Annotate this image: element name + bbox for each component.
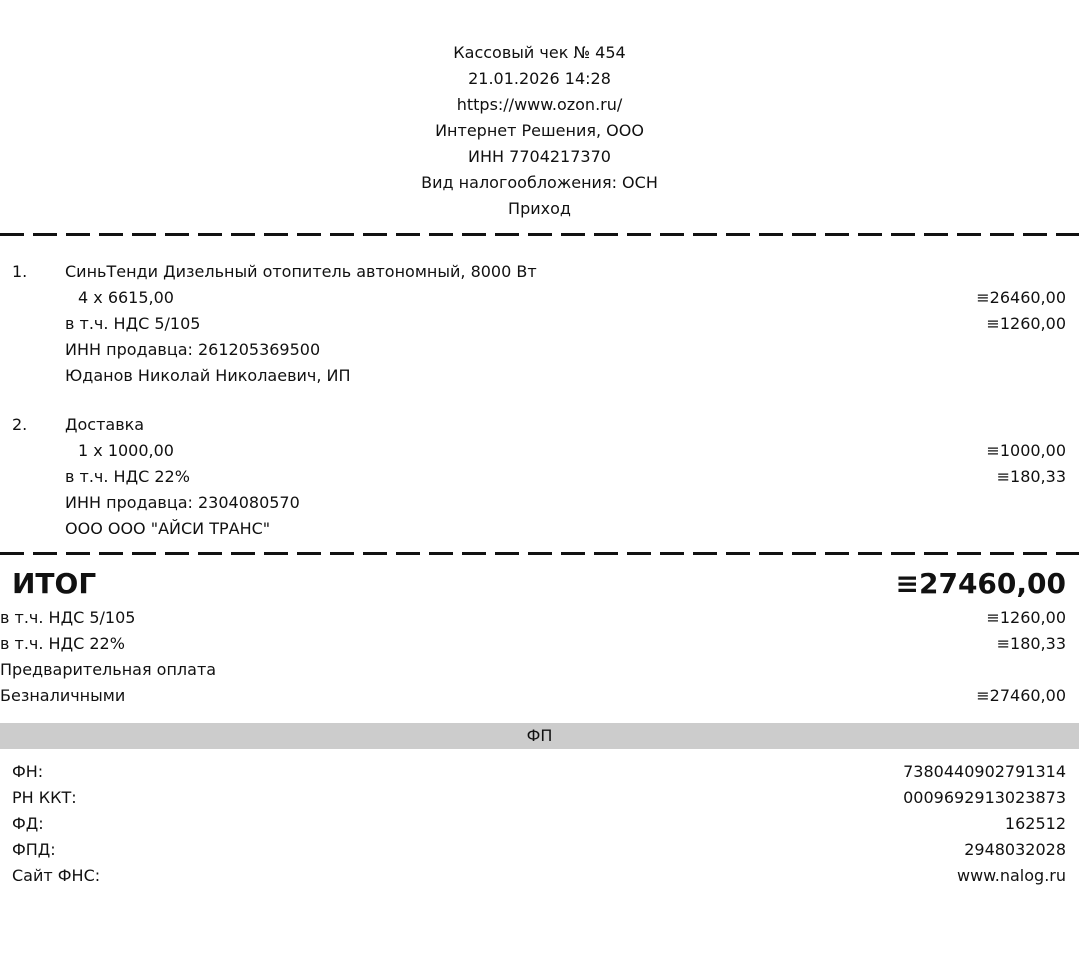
fp-bar: ФП — [0, 723, 1079, 749]
store-site: https://www.ozon.ru/ — [456, 95, 623, 114]
item-qty-price: 4 x 6615,00 — [78, 288, 174, 307]
rn-kkt-label: РН ККТ: — [12, 788, 77, 807]
item-sum: ≡26460,00 — [976, 288, 1066, 307]
totals-section — [0, 563, 1079, 709]
company-inn: ИНН 7704217370 — [468, 147, 611, 166]
item-seller-inn: ИНН продавца: 261205369500 — [65, 340, 321, 359]
receipt-title: Кассовый чек № 454 — [453, 43, 626, 62]
total-value: ≡27460,00 — [895, 567, 1066, 600]
fd-value: 162512 — [1004, 814, 1066, 833]
item-name: СиньТенди Дизельный отопитель автономный, 8000 Вт — [65, 262, 537, 281]
total-vat2-value: ≡180,33 — [996, 634, 1066, 653]
item-vat-amount: ≡180,33 — [996, 467, 1066, 486]
cashless-value: ≡27460,00 — [976, 686, 1066, 705]
operation-type: Приход — [508, 199, 571, 218]
total-vat1-label: в т.ч. НДС 5/105 — [0, 608, 136, 627]
prepayment-label: Предварительная оплата — [0, 660, 217, 679]
rn-kkt-value: 0009692913023873 — [903, 788, 1066, 807]
receipt-item — [0, 259, 1079, 389]
item-qty-price: 1 x 1000,00 — [78, 441, 174, 460]
item-vat-label: в т.ч. НДС 22% — [65, 467, 190, 486]
receipt-header — [0, 40, 1079, 222]
tax-system: Вид налогообложения: ОСН — [421, 173, 658, 192]
fiscal-section — [0, 759, 1079, 889]
item-seller-name: Юданов Николай Николаевич, ИП — [65, 366, 351, 385]
company-name: Интернет Решения, ООО — [435, 121, 644, 140]
receipt-item — [0, 412, 1079, 542]
fd-label: ФД: — [12, 814, 44, 833]
fn-label: ФН: — [12, 762, 44, 781]
item-vat-label: в т.ч. НДС 5/105 — [65, 314, 201, 333]
item-seller-inn: ИНН продавца: 2304080570 — [65, 493, 300, 512]
receipt-datetime: 21.01.2026 14:28 — [468, 69, 611, 88]
dashed-divider — [0, 552, 1079, 555]
fns-site-link[interactable]: www.nalog.ru — [956, 866, 1066, 885]
item-vat-amount: ≡1260,00 — [986, 314, 1066, 333]
item-seller-name: ООО ООО "АЙСИ ТРАНС" — [65, 519, 271, 538]
fn-value: 7380440902791314 — [903, 762, 1066, 781]
item-name: Доставка — [65, 415, 145, 434]
cashless-label: Безналичными — [0, 686, 126, 705]
total-vat1-value: ≡1260,00 — [986, 608, 1066, 627]
item-number: 1. — [12, 262, 28, 281]
item-sum: ≡1000,00 — [986, 441, 1066, 460]
total-vat2-label: в т.ч. НДС 22% — [0, 634, 125, 653]
total-label: ИТОГ — [12, 567, 97, 600]
fns-site-label: Сайт ФНС: — [12, 866, 101, 885]
fpd-value: 2948032028 — [964, 840, 1066, 859]
dashed-divider — [0, 233, 1079, 236]
item-number: 2. — [12, 415, 28, 434]
fpd-label: ФПД: — [12, 840, 56, 859]
